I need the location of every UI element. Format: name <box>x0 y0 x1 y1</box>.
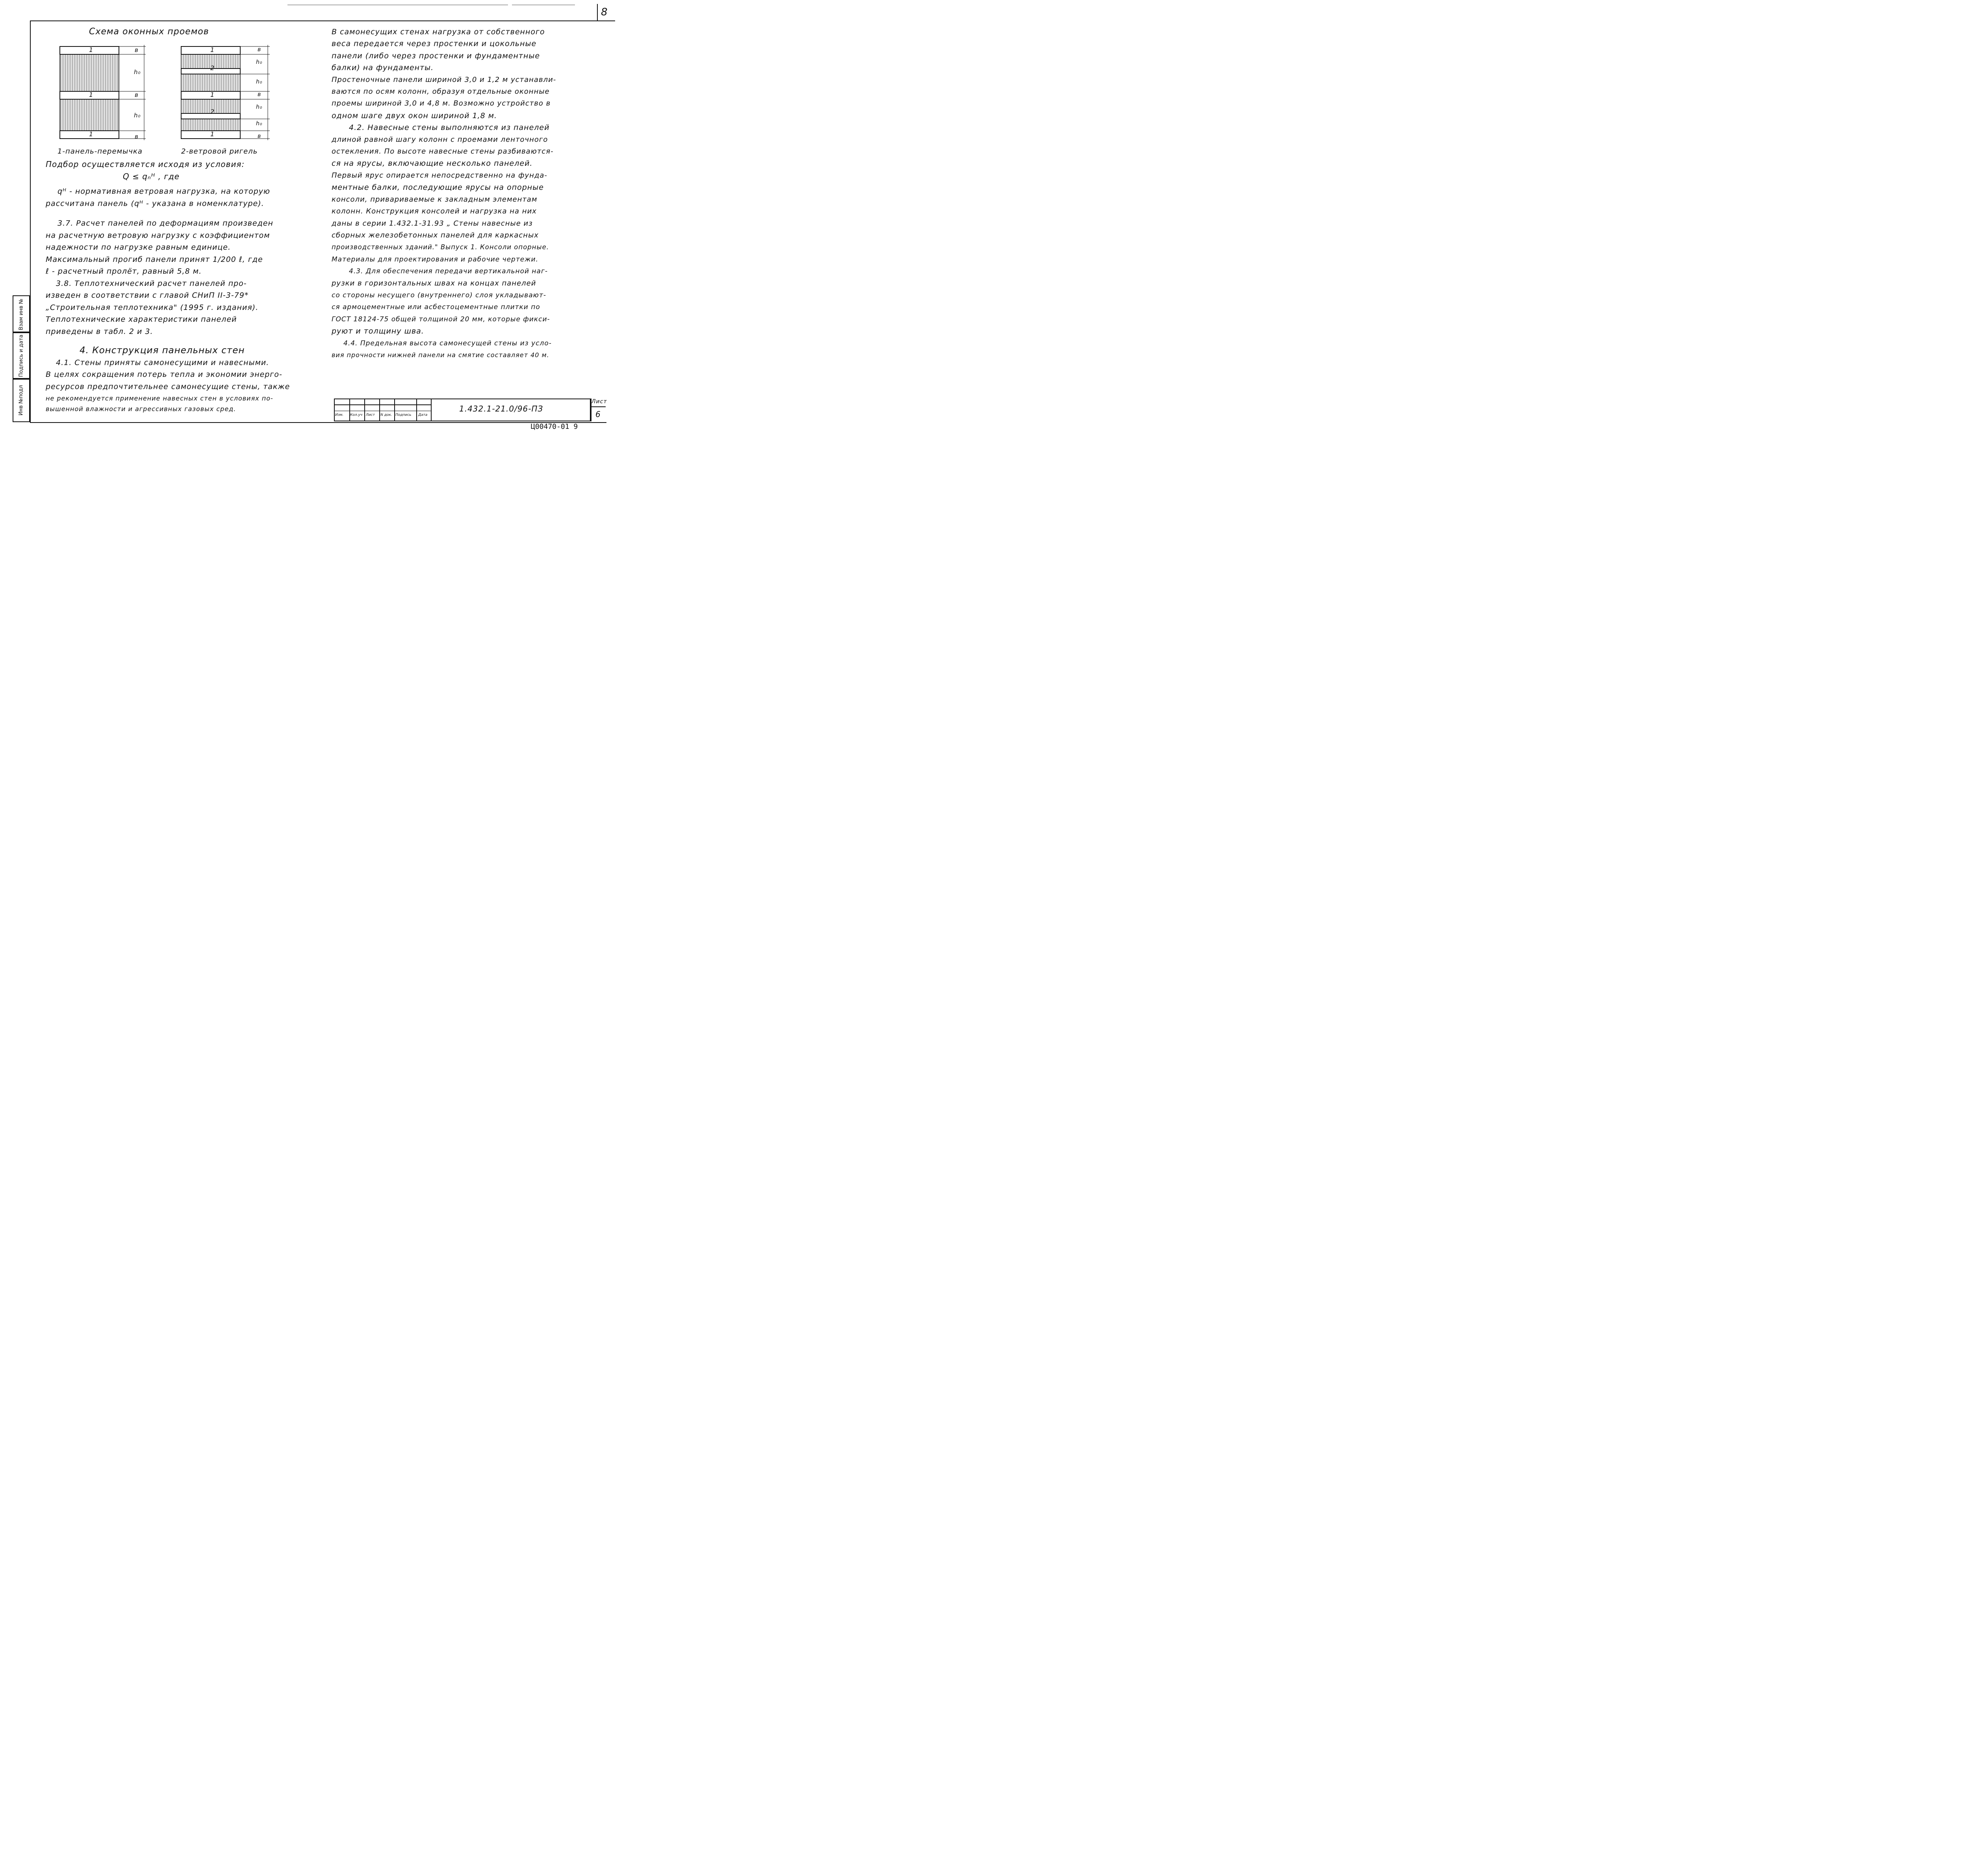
dim-h: h₀ <box>256 79 263 85</box>
window-openings-diagram <box>55 43 276 146</box>
dim-h: h₀ <box>256 104 263 110</box>
dim-h: h₀ <box>256 59 263 65</box>
tb-label-signature: Подпись <box>395 413 412 417</box>
left-panel-label-3: 1 <box>89 130 94 138</box>
text-line: панели (либо через простенки и фундаментные <box>332 51 540 60</box>
diagram-title: Схема оконных проемов <box>89 27 209 37</box>
right-panel-label-1: 1 <box>210 46 215 54</box>
text-line: одном шаге двух окон шириной 1,8 м. <box>332 111 497 120</box>
text-line: 4.2. Навесные стены выполняются из панелей <box>349 123 550 132</box>
dim-b: в <box>258 46 261 53</box>
text-line: надежности по нагрузке равным единице. <box>46 243 231 252</box>
dim-b: в <box>135 91 139 98</box>
text-line: рассчитана панель (qᴴ - указана в номенклатуре). <box>46 199 264 208</box>
section-heading: 4. Конструкция панельных стен <box>80 345 245 356</box>
right-panel-label-5: 1 <box>210 130 215 138</box>
text-line: вия прочности нижней панели на смятие составляет 40 м. <box>332 351 549 359</box>
stamp-signature-date <box>13 332 30 380</box>
page-number: 8 <box>601 6 608 18</box>
text-line: В целях сокращения потерь тепла и экономии энерго- <box>46 370 282 379</box>
text-line: вышенной влажности и агрессивных газовых сред. <box>46 405 236 413</box>
dim-h: h₀ <box>134 69 141 76</box>
dim-b: в <box>135 46 139 54</box>
tb-label-date: Дата <box>418 413 428 417</box>
text-line: ся армоцементные или асбестоцементные плитки по <box>332 303 540 311</box>
legend-1: 1-панель-перемычка <box>57 147 143 156</box>
tb-label-izm: Изм. <box>335 413 344 417</box>
text-line: Простеночные панели шириной 3,0 и 1,2 м устанавли- <box>332 75 556 84</box>
text-line: руют и толщину шва. <box>332 327 424 336</box>
text-line: приведены в табл. 2 и 3. <box>46 327 153 336</box>
text-line: ся на ярусы, включающие несколько панелей. <box>332 159 533 168</box>
sheet-divider <box>591 406 606 407</box>
sheet-number: 6 <box>595 410 601 419</box>
text-line: не рекомендуется применение навесных стен в условиях по- <box>46 395 273 402</box>
dim-h: h₀ <box>134 112 141 119</box>
text-line: со стороны несущего (внутреннего) слоя укладывают- <box>332 291 546 299</box>
text-line: 3.7. Расчет панелей по деформациям произведен <box>57 219 273 228</box>
legend-2: 2-ветровой ригель <box>181 147 258 156</box>
stamp-inv-podl <box>13 378 30 422</box>
document-code: 1.432.1-21.0/96-ПЗ <box>459 404 543 413</box>
right-text-column <box>332 26 556 361</box>
text-line: ℓ - расчетный пролёт, равный 5,8 м. <box>46 267 202 276</box>
text-line: колонн. Конструкция консолей и нагрузка на них <box>332 207 537 216</box>
text-line: веса передается через простенки и цокольные <box>332 39 537 48</box>
tb-label-ndok: N док. <box>380 413 392 417</box>
text-line: 3.8. Теплотехнический расчет панелей про- <box>56 279 247 288</box>
dim-h: h₀ <box>256 120 263 127</box>
text-line: ГОСТ 18124-75 общей толщиной 20 мм, которые фикси- <box>332 315 550 323</box>
left-panel-label-2: 1 <box>89 91 94 98</box>
stamp-label: Инв №подл <box>18 385 24 415</box>
stamp-vzam-inv <box>13 295 30 333</box>
sheet-label: Лист <box>591 399 607 405</box>
text-line: Максимальный прогиб панели принят 1/200 ℓ, где <box>46 255 263 264</box>
title-block-grid <box>334 399 432 421</box>
text-line: сборных железобетонных панелей для каркасных <box>332 231 539 239</box>
text-line: производственных зданий." Выпуск 1. Консоли опорные. <box>332 243 549 251</box>
stamp-label: Взам инв № <box>18 298 24 330</box>
inventory-number: Ц00470-01 9 <box>531 423 578 431</box>
dim-b: в <box>135 133 139 140</box>
text-line: ресурсов предпочтительнее самонесущие стены, также <box>46 382 290 391</box>
formula: Q ≤ qₙᴴ , где <box>123 171 180 181</box>
text-line: проемы шириной 3,0 и 4,8 м. Возможно устройство в <box>332 99 551 108</box>
text-line: остекления. По высоте навесные стены разбиваются- <box>332 147 554 156</box>
text-line: Подбор осуществляется исходя из условия: <box>46 159 245 169</box>
tb-label-list: Лист <box>366 413 375 417</box>
right-panel-label-2: 2 <box>210 64 215 72</box>
text-line: балки) на фундаменты. <box>332 63 434 72</box>
left-panel-stack <box>60 45 146 140</box>
text-line: 4.4. Предельная высота самонесущей стены из усло- <box>343 339 552 347</box>
text-line: даны в серии 1.432.1-31.93 „ Стены навесные из <box>332 219 533 228</box>
right-panel-label-3: 1 <box>210 91 215 98</box>
text-line: Теплотехнические характеристики панелей <box>46 315 237 324</box>
tb-label-koluch: Кол.уч <box>350 413 363 417</box>
text-line: Материалы для проектирования и рабочие чертежи. <box>332 255 538 263</box>
text-line: „Строительная теплотехника" (1995 г. издания). <box>46 303 259 312</box>
text-line: В самонесущих стенах нагрузка от собственного <box>332 28 545 36</box>
text-line: на расчетную ветровую нагрузку с коэффициентом <box>46 231 270 240</box>
text-line: длиной равной шагу колонн с проемами ленточного <box>332 135 548 144</box>
dim-b: в <box>258 91 261 98</box>
text-line: ваются по осям колонн, образуя отдельные оконные <box>332 87 550 96</box>
text-line: рузки в горизонтальных швах на концах панелей <box>332 279 536 287</box>
text-line: изведен в соответствии с главой СНиП II-3-79* <box>46 291 249 300</box>
left-panel-label-1: 1 <box>89 46 94 54</box>
right-panel-label-4: 2 <box>210 108 215 115</box>
text-line: консоли, привариваемые к закладным элементам <box>332 195 538 204</box>
dim-b: в <box>258 133 261 139</box>
text-line: 4.1. Стены приняты самонесущими и навесными. <box>56 358 269 367</box>
text-line: 4.3. Для обеспечения передачи вертикальной наг- <box>349 267 548 276</box>
text-line: ментные балки, последующие ярусы на опорные <box>332 183 544 192</box>
left-text-column <box>46 158 290 413</box>
text-line: Первый ярус опирается непосредственно на фунда- <box>332 171 547 180</box>
stamp-label: Подпись и дата <box>18 334 24 377</box>
text-line: qᴴ - нормативная ветровая нагрузка, на которую <box>57 187 271 196</box>
